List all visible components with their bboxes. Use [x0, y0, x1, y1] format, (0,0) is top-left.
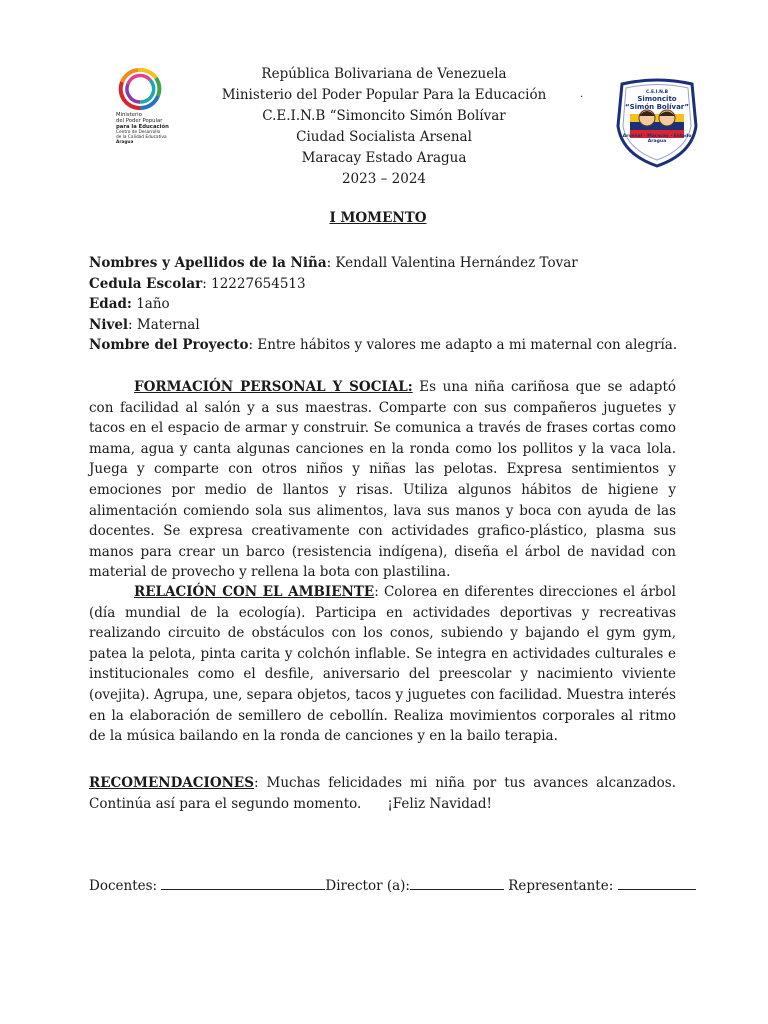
project-name-value: : Entre hábitos y valores me adapto a mi maternal con alegría.: [248, 337, 678, 354]
header-block: [184, 64, 584, 190]
representante-label: Representante:: [503, 878, 618, 894]
student-info: [89, 253, 689, 356]
student-name-value: : Kendall Valentina Hernández Tovar: [326, 255, 578, 271]
student-id-value: : 12227654513: [202, 275, 306, 292]
recomendaciones-label: RECOMENDACIONES: [89, 775, 254, 791]
student-name-row: [89, 253, 689, 274]
recomendaciones-paragraph: [89, 773, 676, 814]
simoncito-logo: [612, 76, 702, 168]
header-line-ministry: Ministerio del Poder Popular Para la Educación: [221, 87, 547, 103]
student-level-value: : Maternal: [128, 316, 200, 333]
director-label: Director (a):: [325, 878, 410, 894]
representante-signature-line: [618, 877, 696, 890]
relacion-text: : Colorea en diferentes direcciones el árbol (día mundial de la ecología). Participa en actividades deportivas y recreativas realizando circuito de obstáculos con los conos, subiendo y bajando el gym gym, patea la pelota, pinta carita y colchón inflable. Se integra en actividades culturales e institucionales como el desfile, aniversario del preescolar y nacimiento viviente (ovejita). Agrupa, une, separa objetos, tacos y juguetes con facilidad. Muestra interés en la elaboración de semillero de cebollín. Realiza movimientos corporales al ritmo de la música bailando en la ronda de canciones y en la bailo terapia.: [89, 584, 676, 745]
header-line-city: Ciudad Socialista Arsenal: [296, 129, 472, 145]
student-level-label: Nivel: [89, 316, 129, 333]
document-title: I MOMENTO: [329, 210, 427, 226]
recomendaciones-text: : Muchas felicidades mi niña por tus avances alcanzados. Continúa así para el segundo momento.: [89, 775, 676, 812]
student-age-row: [89, 294, 689, 315]
formacion-paragraph: [89, 377, 676, 583]
student-age-label: Edad:: [89, 296, 132, 313]
project-name-label: Nombre del Proyecto: [89, 337, 249, 354]
signature-row: [89, 877, 689, 894]
student-age-value: 1año: [131, 296, 170, 313]
header-line-state: Maracay Estado Aragua: [301, 150, 467, 166]
student-id-row: [89, 274, 689, 295]
student-id-label: Cedula Escolar: [89, 275, 203, 292]
simoncito-logo-ring: Arsenal · Maracay · Estado Aragua: [622, 134, 692, 144]
ministerio-rainbow-icon: [118, 68, 162, 110]
student-name-label: Nombres y Apellidos de la Niña: [89, 255, 327, 271]
ministerio-logo: [112, 68, 192, 154]
header-line-year: 2023 – 2024: [341, 171, 427, 187]
docentes-signature-line: [161, 877, 325, 890]
ministerio-logo-text: Ministerio del Poder Popular para la Educación Centro de Desarrollo de la Calidad Educativa Aragua: [116, 112, 169, 145]
header-line-republic: República Bolivariana de Venezuela: [261, 66, 507, 82]
project-name-row: [89, 335, 689, 356]
relacion-paragraph: [89, 582, 676, 747]
stray-mark: ·: [580, 92, 584, 103]
formacion-text: Es una niña cariñosa que se adaptó con facilidad al salón y a sus maestras. Comparte con sus compañeros juguetes y tacos en el espacio de armar y construir. Se comunica a través de frases cortas como mama, agua y canta algunas canciones en la ronda como los pollitos y la vaca lola. Juega y comparte con otros niños y niñas las pelotas. Expresa sentimientos y emociones por medio de llantos y risas. Utiliza algunos hábitos de higiene y alimentación comiendo sola sus alimentos, lava sus manos y boca con ayuda de las docentes. Se expresa creativamente con actividades grafico-plástico, plasma sus manos para crear un barco (resistencia indígena), diseña el árbol de navidad con material de provecho y rellena la bota con plastilina.: [89, 379, 676, 581]
student-level-row: [89, 315, 689, 336]
director-signature-line: [410, 877, 504, 890]
greeting-text: ¡Feliz Navidad!: [387, 795, 492, 812]
formacion-label: FORMACIÓN PERSONAL Y SOCIAL:: [134, 379, 413, 395]
relacion-label: RELACIÓN CON EL AMBIENTE: [134, 584, 375, 600]
header-line-school: C.E.I.N.B “Simoncito Simón Bolívar: [262, 108, 506, 124]
simoncito-logo-title: C.E.I.N.B Simoncito “Simón Bolívar”: [625, 90, 689, 111]
docentes-label: Docentes:: [89, 878, 162, 894]
